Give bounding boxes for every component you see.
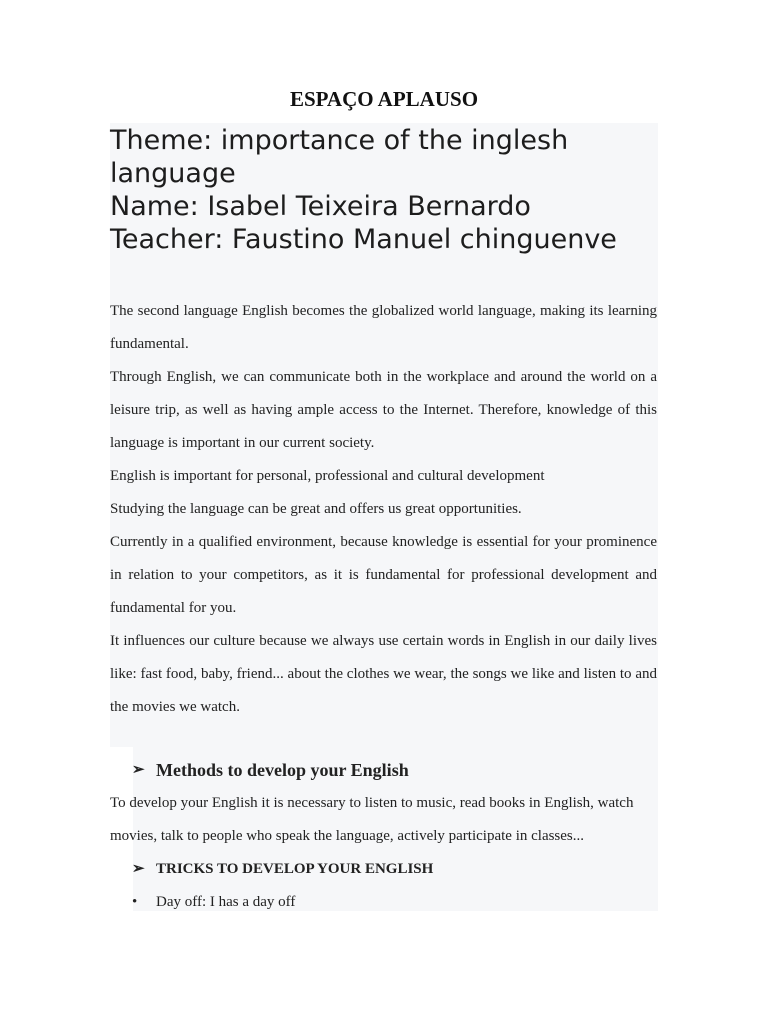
document-body [110,295,657,724]
list-item [132,889,295,915]
paragraph: Studying the language can be great and offers us great opportunities. [110,501,522,517]
arrow-bullet-icon: ➢ [132,762,145,778]
paragraph: The second language English becomes the globalized world language, making its learning fundamental. [110,303,657,352]
list-item-text: Day off: I has a day off [156,894,296,910]
paragraph: English is important for personal, professional and cultural development [110,468,545,484]
paragraph: Through English, we can communicate both in the workplace and around the world on a leisure trip, as well as having ample access to the Internet. Therefore, knowledge of this language is important in our current society. [110,369,657,451]
methods-heading-text: Methods to develop your English [156,760,409,780]
tricks-heading-text: TRICKS TO DEVELOP YOUR ENGLISH [156,861,434,877]
arrow-bullet-icon: ➢ [132,861,145,877]
bullet-icon: • [132,894,138,910]
methods-heading [132,757,409,783]
theme-line: Theme: importance of the inglesh language [110,125,569,189]
teacher-line: Teacher: Faustino Manuel chinguenve [110,224,617,255]
tricks-heading [132,856,433,882]
document-title: ESPAÇO APLAUSO [289,87,479,111]
paragraph: Currently in a qualified environment, because knowledge is essential for your prominence in relation to your competitors, as it is fundamental for professional development and fundamental for you. [110,534,657,616]
methods-paragraph: To develop your English it is necessary to listen to music, read books in English, watch movies, talk to people who speak the language, actively participate in classes... [110,795,634,844]
name-line: Name: Isabel Teixeira Bernardo [110,191,531,222]
document-header [110,123,658,256]
paragraph: It influences our culture because we always use certain words in English in our daily lives like: fast food, baby, friend... about the clothes we wear, the songs we like and listen to and the movies we watch. [110,633,657,715]
